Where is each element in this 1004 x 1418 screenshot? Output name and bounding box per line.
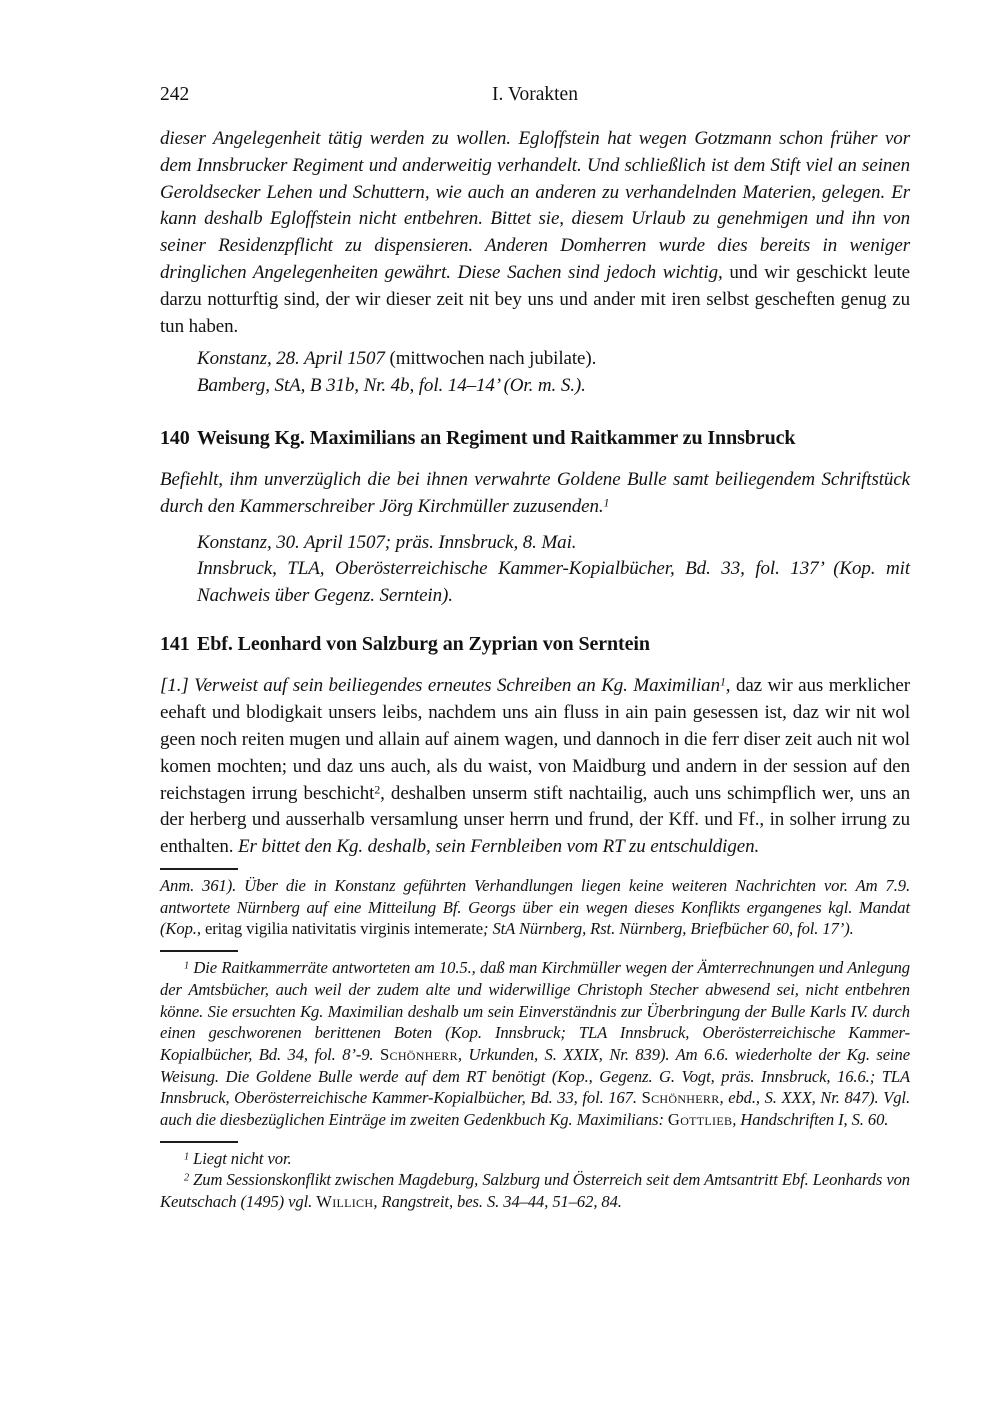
footnote-separator-rule xyxy=(160,1141,238,1143)
footnote-separator-rule xyxy=(160,868,238,870)
cited-author-schoenherr: Schönherr xyxy=(379,1044,458,1064)
doc141-body-paragraph xyxy=(160,673,910,861)
doc141-footnote2-part1: Zum Sessionskonflikt zwischen Magdeburg, Salzburg und Österreich seit dem Amtsantritt Ebf. Leonhards von Keutschach (1495) vgl. xyxy=(160,1170,910,1212)
doc139-source: Bamberg, StA, B 31b, Nr. 4b, fol. 14–14’ (Or. m. S.). xyxy=(197,374,586,396)
footnote-separator-rule xyxy=(160,950,238,952)
doc141-quote-part1: , daz wir aus merklicher eehaft und blodigkait unsers leibs, nachdem uns ain fluss in ain pain gesessen ist, daz wir nit wol geen noch reiten mugen und allain auf ainem wagen, und dannoch in die ferr diser zeit auch nit wol komen mochten; und daz uns auch, als du waist, von Maidburg und andern in der session auf den reichstagen irrung beschicht xyxy=(160,675,910,804)
doc140-footnote-part2: , Urkunden, S. XXIX, Nr. 839). Am 6.6. wiederholte der Kg. seine Weisung. Die Goldene Bulle werde auf dem RT benötigt (Kop., Gegenz. G. Vogt, präs. Innsbruck, 16.6.; TLA Innsbruck, Oberösterreichische Kammer-Kopialbücher, Bd. 33, fol. 167. xyxy=(160,1044,911,1108)
cited-author-willich: Willich xyxy=(316,1192,374,1212)
running-header xyxy=(160,84,910,106)
doc140-footnote-part4: , Handschriften I, S. 60. xyxy=(732,1110,889,1130)
doc140-source: Innsbruck, TLA, Oberösterreichische Kammer-Kopialbücher, Bd. 33, fol. 137’ (Kop. mit Nachweis über Gegenz. Serntein). xyxy=(197,558,910,606)
doc140-dateline-block xyxy=(197,530,910,610)
doc139-dateline-feast: (mittwochen nach jubilate). xyxy=(389,348,597,370)
doc141-regest-closing: Er bittet den Kg. deshalb, sein Fernbleiben vom RT zu entschuldigen. xyxy=(238,836,760,858)
doc140-footnote-marker-1: 1 xyxy=(603,496,610,510)
doc140-heading xyxy=(160,425,910,451)
footnote-continuation xyxy=(160,875,910,940)
doc140-footnote-1 xyxy=(160,957,910,1131)
doc140-number: 140 xyxy=(160,427,190,450)
doc139-dateline-date: Konstanz, 28. April 1507 xyxy=(197,348,390,370)
doc141-regest-opening: [1.] Verweist auf sein beiliegendes erneutes Schreiben an Kg. Maximilian xyxy=(160,675,720,697)
cited-author-gottlieb: Gottlieb xyxy=(667,1110,733,1130)
footnote-continuation-part1: Anm. 361). Über die in Konstanz geführten Verhandlungen liegen keine weiteren Nachrichten vor. Am 7.9. antwortete Nürnberg auf eine Mitteilung Bf. Georgs über ein wegen dieses Konflikts ergangenes kgl. Mandat (Kop., xyxy=(160,876,910,939)
doc140-title: Weisung Kg. Maximilians an Regiment und Raitkammer zu Innsbruck xyxy=(197,427,796,450)
doc141-footnote-marker-1: 1 xyxy=(719,676,726,690)
doc141-footnote-marker-2: 2 xyxy=(374,783,381,797)
doc141-footnote-2 xyxy=(160,1169,910,1212)
doc139-dateline xyxy=(197,346,910,373)
text-block xyxy=(160,84,910,1213)
doc139-regest-italic: dieser Angelegenheit tätig werden zu wollen. Egloffstein hat wegen Gotzmann schon früher vor dem Innsbrucker Regiment und anderweitig verhandelt. Und schließlich ist dem Stift viel an seinen Geroldsecker Lehen und Schuttern, wie auch an anderen zu verhandelnden Materien, gelegen. Er kann deshalb Egloffstein nicht entbehren. Bittet sie, diesem Urlaub zu genehmigen und ihn von seiner Residenzpflicht zu dispensieren. Anderen Domherren wurde dies bereits in weniger dringlichen Angelegenheiten gewährt. Diese Sachen sind jedoch wichtig, xyxy=(160,128,910,283)
doc140-footnote-part1: Die Raitkammerräte antworteten am 10.5., daß man Kirchmüller wegen der Ämterrechnungen und Anlegung der Amtsbücher, auch weil der zudem alte und widerwillige Christoph Stecher abwesend sei, nicht entbehren könne. Sie ersuchten Kg. Maximilian deshalb um sein Einverständnis zur Überbringung der Bulle Karls IV. durch einen geschworenen berittenen Boten (Kop. Innsbruck; TLA Innsbruck, Oberösterreichische Kammer-Kopialbücher, Bd. 34, fol. 8’-9. xyxy=(160,958,910,1064)
doc141-number: 141 xyxy=(160,633,190,656)
doc141-footnote2-part2: , Rangstreit, bes. S. 34–44, 51–62, 84. xyxy=(373,1192,622,1212)
footnote-continuation-part2: ; StA Nürnberg, Rst. Nürnberg, Briefbücher 60, fol. 17’). xyxy=(482,919,854,939)
cited-author-schoenherr: Schönherr xyxy=(641,1088,720,1108)
doc139-regest-paragraph xyxy=(160,126,910,340)
footnote-marker: 1 xyxy=(184,1151,190,1163)
doc139-dateline-block xyxy=(197,346,910,399)
doc140-regest-paragraph xyxy=(160,467,910,521)
doc140-dateline: Konstanz, 30. April 1507; präs. Innsbruck, 8. Mai. xyxy=(197,531,577,553)
footnote-continuation-latin-quote: eritag vigilia nativitatis virginis intemerate xyxy=(204,919,483,939)
doc141-heading xyxy=(160,631,910,657)
doc141-footnote-1 xyxy=(160,1148,910,1170)
doc141-quote-part2: , deshalben unserm stift nachtailig, auch uns schimpflich wer, uns an der herberg und ausserhalb versamlung unser herrn und frund, der Kff. und Ff., in solher irrung zu enthalten. xyxy=(160,782,910,858)
doc141-title: Ebf. Leonhard von Salzburg an Zyprian von Serntein xyxy=(197,633,650,656)
running-head-title: I. Vorakten xyxy=(492,84,578,105)
doc140-footnote-part3: , ebd., S. XXX, Nr. 847). Vgl. auch die diesbezüglichen Einträge im zweiten Gedenkbuch Kg. Maximilians: xyxy=(160,1088,910,1130)
doc139-regest-quote: und wir geschickt leute darzu notturftig sind, der wir dieser zeit nit bey uns und ander mit iren selbst gescheften genug zu tun haben. xyxy=(160,261,910,337)
footnote-marker: 1 xyxy=(184,960,190,972)
doc140-regest-text: Befiehlt, ihm unverzüglich die bei ihnen verwahrte Goldene Bulle samt beiliegendem Schriftstück durch den Kammerschreiber Jörg Kirchmüller zuzusenden. xyxy=(160,469,910,518)
page-number: 242 xyxy=(160,84,190,105)
footnote-marker: 2 xyxy=(184,1172,190,1184)
doc141-footnote1-text: Liegt nicht vor. xyxy=(189,1148,292,1168)
